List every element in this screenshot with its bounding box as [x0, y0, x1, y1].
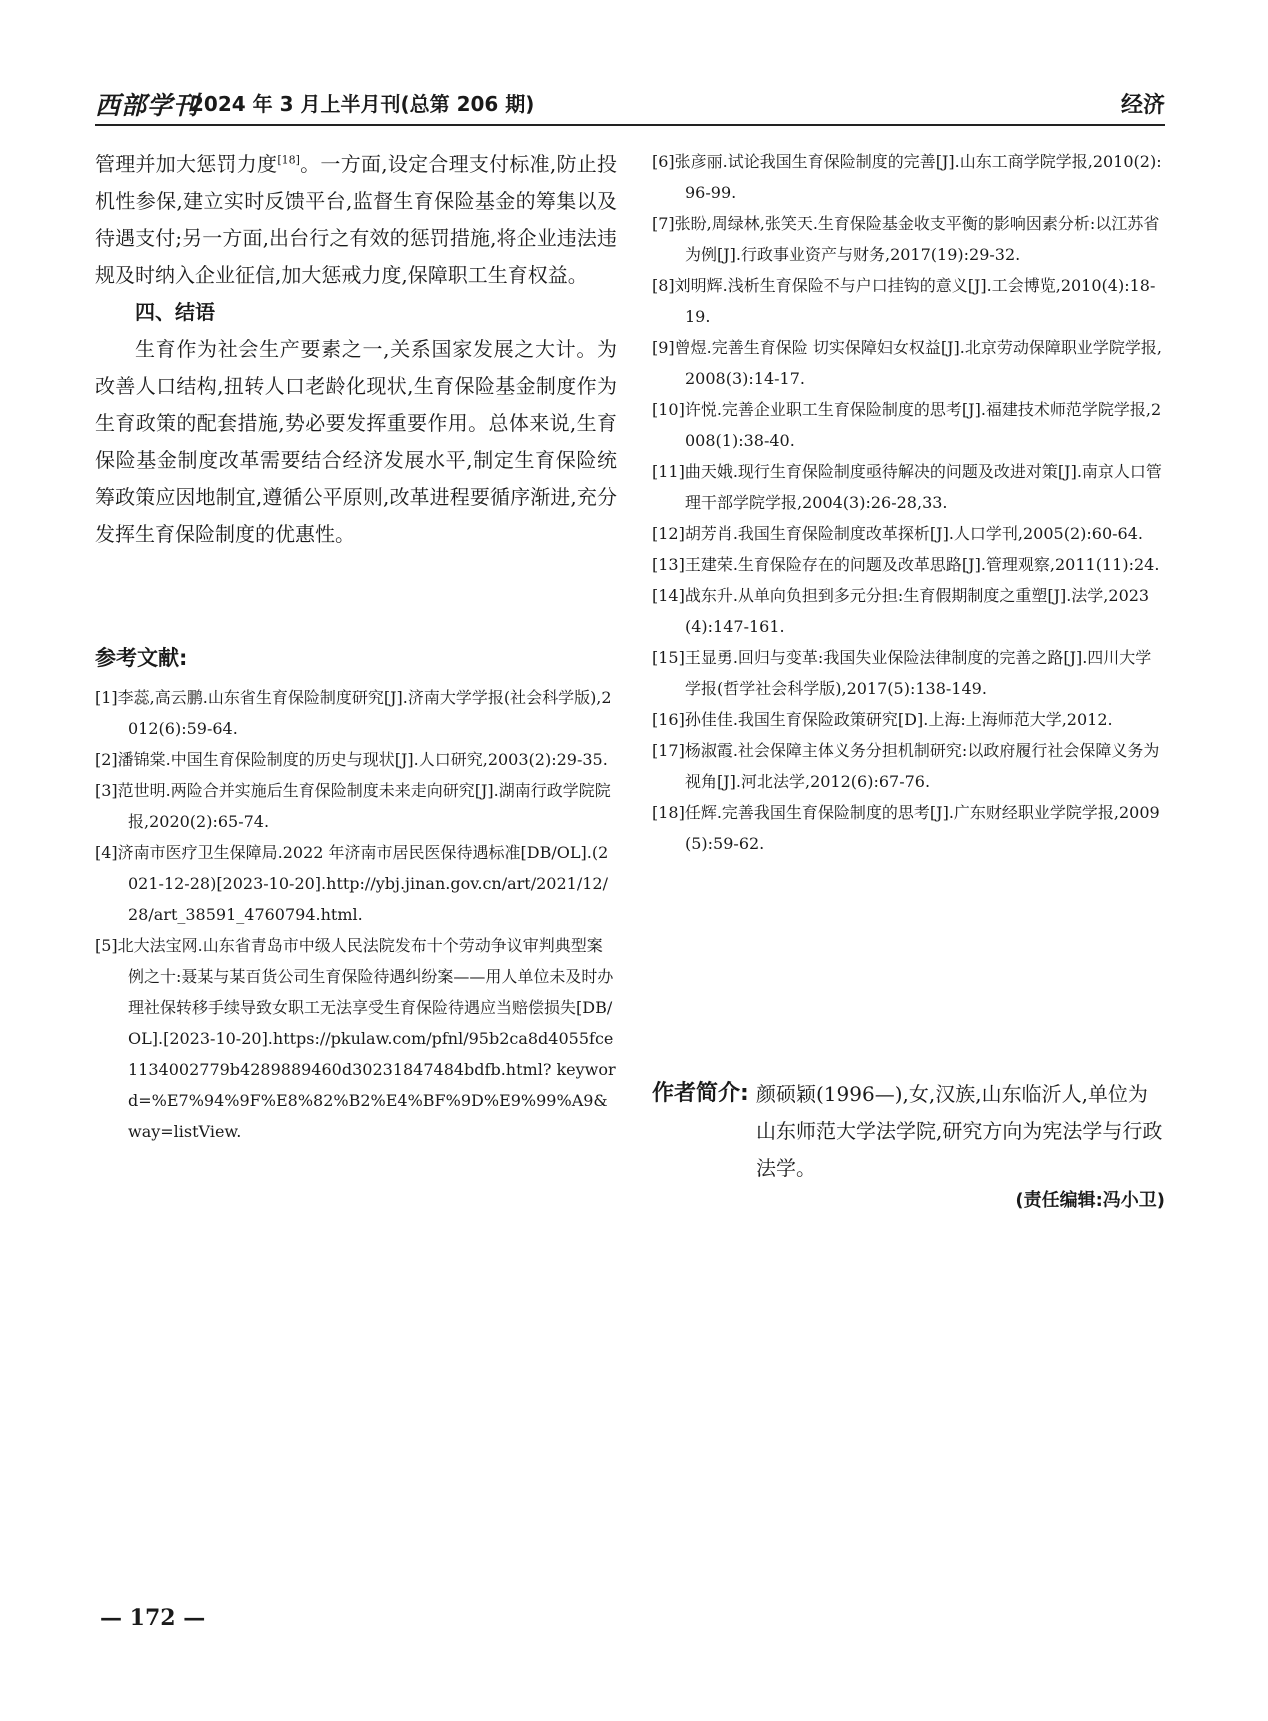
reference-item: [17]杨淑霞.社会保障主体义务分担机制研究:以政府履行社会保障义务为视角[J].河北法学,2012(6):67-76. — [652, 741, 1160, 791]
reference-list-right — [652, 146, 1165, 859]
left-column — [95, 146, 618, 1141]
reference-item: [9]曾煜.完善生育保险 切实保障妇女权益[J].北京劳动保障职业学院学报,2008(3):14-17. — [652, 338, 1162, 388]
reference-item: [12]胡芳肖.我国生育保险制度改革探析[J].人口学刊,2005(2):60-64. — [652, 524, 1143, 543]
section-heading-conclusion: 四、结语 — [135, 300, 215, 324]
author-bio-label: 作者简介: — [652, 1081, 749, 1106]
body-paragraph-1 — [95, 146, 617, 294]
reference-item: [11]曲天娥.现行生育保险制度亟待解决的问题及改进对策[J].南京人口管理干部学院学报,2004(3):26-28,33. — [652, 462, 1162, 512]
reference-item: [3]范世明.两险合并实施后生育保险制度未来走向研究[J].湖南行政学院院报,2020(2):65-74. — [95, 781, 611, 831]
issue-info: 2024 年 3 月上半月刊(总第 206 期) — [190, 92, 535, 116]
author-bio-text: 颜硕颖(1996—),女,汉族,山东临沂人,单位为山东师范大学法学院,研究方向为宪法学与行政法学。 — [756, 1082, 1163, 1180]
paragraph-1-rest: 。一方面,设定合理支付标准,防止投机性参保,建立实时反馈平台,监督生育保险基金的筹集以及待遇支付;另一方面,出台行之有效的惩罚措施,将企业违法违规及时纳入企业征信,加大惩戒力度,保障职工生育权益。 — [95, 152, 618, 287]
paragraph-1-start: 管理并加大惩罚力度 — [95, 152, 278, 176]
reference-item: [2]潘锦棠.中国生育保险制度的历史与现状[J].人口研究,2003(2):29-35. — [95, 750, 608, 769]
reference-item: [6]张彦丽.试论我国生育保险制度的完善[J].山东工商学院学报,2010(2):96-99. — [652, 152, 1162, 202]
references-heading: 参考文献: — [95, 646, 188, 670]
page-number: — 172 — — [100, 1605, 206, 1631]
header-rule — [95, 124, 1165, 126]
reference-item: [13]王建荣.生育保险存在的问题及改革思路[J].管理观察,2011(11):24. — [652, 555, 1160, 574]
citation-18: [18] — [277, 153, 300, 167]
reference-item: [16]孙佳佳.我国生育保险政策研究[D].上海:上海师范大学,2012. — [652, 710, 1113, 729]
reference-item: [1]李蕊,高云鹏.山东省生育保险制度研究[J].济南大学学报(社会科学版),2012(6):59-64. — [95, 688, 612, 738]
reference-item: [4]济南市医疗卫生保障局.2022 年济南市居民医保待遇标准[DB/OL].(2021-12-28)[2023-10-20].http://ybj.jinan.gov.cn/art/2021/12/28/art_38591_4760794.html. — [95, 843, 609, 924]
reference-item: [18]任辉.完善我国生育保险制度的思考[J].广东财经职业学院学报,2009(5):59-62. — [652, 803, 1160, 853]
journal-logo: 西部学刊 — [95, 91, 200, 120]
reference-item: [8]刘明辉.浅析生育保险不与户口挂钩的意义[J].工会博览,2010(4):18-19. — [652, 276, 1156, 326]
reference-item: [10]许悦.完善企业职工生育保险制度的思考[J].福建技术师范学院学报,2008(1):38-40. — [652, 400, 1162, 450]
body-paragraph-2: 生育作为社会生产要素之一,关系国家发展之大计。为改善人口结构,扭转人口老龄化现状,生育保险基金制度作为生育政策的配套措施,势必要发挥重要作用。总体来说,生育保险基金制度改革需要结合经济发展水平,制定生育保险统筹政策应因地制宜,遵循公平原则,改革进程要循序渐进,充分发挥生育保险制度的优惠性。 — [95, 337, 617, 546]
reference-item: [14]战东升.从单向负担到多元分担:生育假期制度之重塑[J].法学,2023(4):147-161. — [652, 586, 1150, 636]
responsible-editor: (责任编辑:冯小卫) — [1015, 1190, 1165, 1211]
reference-item: [15]王显勇.回归与变革:我国失业保险法律制度的完善之路[J].四川大学学报(哲学社会科学版),2017(5):138-149. — [652, 648, 1152, 698]
running-header — [95, 86, 1165, 120]
reference-item: [5]北大法宝网.山东省青岛市中级人民法院发布十个劳动争议审判典型案例之十:聂某与某百货公司生育保险待遇纠纷案——用人单位未及时办理社保转移手续导致女职工无法享受生育保险待遇应当赔偿损失[DB/OL].[2023-10-20].https://pkulaw.com/pfnl/95b2ca8d4055fce1134002779b4289889460d30231847484bdfb.html? keyword=%E7%94%9F%E8%82%B2%E4%BF%9D%E9%99%A9&way=listView. — [95, 936, 616, 1141]
section-label: 经济 — [1120, 93, 1165, 118]
reference-list-left — [95, 682, 617, 1147]
reference-item: [7]张盼,周绿林,张笑天.生育保险基金收支平衡的影响因素分析:以江苏省为例[J].行政事业资产与财务,2017(19):29-32. — [652, 214, 1160, 264]
